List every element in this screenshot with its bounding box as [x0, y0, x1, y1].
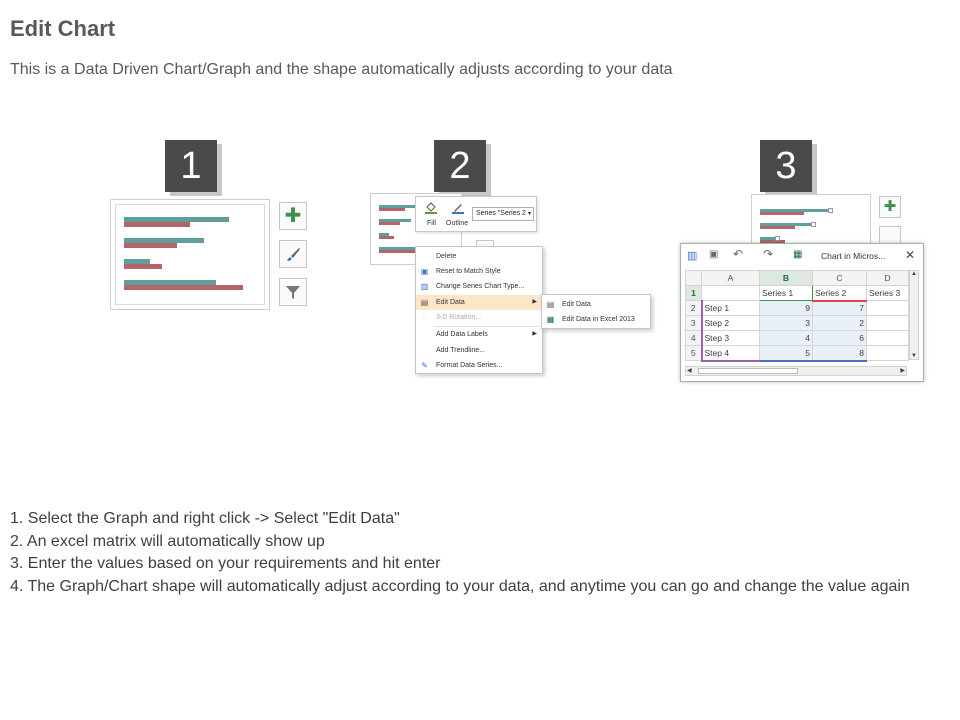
redo-icon[interactable]: ↷	[763, 247, 774, 261]
scroll-down-icon[interactable]: ▼	[911, 353, 917, 359]
instruction-step-4: 4. The Graph/Chart shape will automatically adjust according to your data, and anytime you can go and change the value again	[10, 577, 910, 595]
undo-icon[interactable]: ↶	[733, 247, 744, 261]
series-2-bar	[124, 222, 190, 227]
table-cell[interactable]: 4	[760, 331, 813, 346]
brush-icon	[284, 245, 302, 263]
menu-item-format-data-series[interactable]	[416, 358, 542, 373]
edit-in-excel-icon[interactable]: ▦	[793, 249, 803, 260]
horizontal-scrollbar[interactable]	[685, 366, 907, 376]
menu-item-edit-data[interactable]	[416, 295, 542, 310]
page-subtitle: This is a Data Driven Chart/Graph and the shape automatically adjusts according to your data	[10, 61, 673, 78]
menu-item-label: Edit Data	[436, 299, 465, 306]
submenu-arrow-icon: ▶	[532, 331, 537, 337]
menu-item-change-chart-type[interactable]	[416, 279, 542, 294]
series-select[interactable]	[472, 207, 534, 221]
spreadsheet-grid[interactable]	[685, 270, 909, 362]
fill-label: Fill	[427, 220, 436, 227]
edit-data-icon: ▤	[546, 300, 555, 309]
page-title: Edit Chart	[10, 16, 116, 41]
scroll-left-icon[interactable]: ◀	[687, 368, 692, 374]
menu-item-label: Reset to Match Style	[436, 268, 501, 275]
menu-item-label: Edit Data	[562, 301, 591, 308]
menu-item-label: Delete	[436, 253, 457, 260]
submenu-arrow-icon: ▶	[532, 299, 537, 305]
row-header[interactable]: 4	[686, 331, 702, 346]
sample-chart-1[interactable]	[110, 199, 270, 310]
series-2-bar	[760, 226, 795, 229]
table-row	[686, 331, 909, 346]
chart-filters-button[interactable]	[279, 278, 307, 306]
sample-chart-3[interactable]	[751, 194, 871, 246]
column-header-b[interactable]: B	[760, 271, 813, 286]
menu-item-3d-rotation	[416, 310, 542, 325]
menu-item-delete[interactable]	[416, 249, 542, 264]
menu-item-reset-style[interactable]	[416, 264, 542, 279]
add-chart-element-button[interactable]	[279, 202, 307, 230]
table-cell[interactable]	[867, 316, 909, 331]
table-cell[interactable]: 6	[813, 331, 867, 346]
table-cell[interactable]	[867, 346, 909, 361]
save-icon[interactable]: ▣	[709, 249, 719, 260]
menu-item-label: Format Data Series...	[436, 362, 503, 369]
format-mini-toolbar	[415, 196, 537, 232]
menu-item-label: Add Data Labels	[436, 331, 488, 338]
menu-item-label: Change Series Chart Type...	[436, 283, 525, 290]
outline-button[interactable]	[446, 201, 472, 229]
column-header-a[interactable]: A	[702, 271, 760, 286]
filter-icon	[284, 283, 302, 301]
series-2-bar	[379, 208, 405, 211]
table-cell[interactable]: 7	[813, 301, 867, 316]
scroll-right-icon[interactable]: ▶	[900, 368, 905, 374]
submenu-item-edit-in-excel[interactable]	[542, 312, 650, 327]
row-header[interactable]: 1	[686, 286, 702, 301]
scrollbar-thumb[interactable]	[698, 368, 798, 374]
excel-data-window	[680, 243, 924, 382]
paint-bucket-icon	[424, 201, 438, 215]
column-header-row	[686, 271, 909, 286]
excel-window-title: Chart in Micros...	[821, 251, 886, 261]
instruction-step-1: 1. Select the Graph and right click -> Select "Edit Data"	[10, 510, 400, 527]
menu-item-label: Edit Data in Excel 2013	[562, 316, 635, 323]
table-cell[interactable]	[867, 301, 909, 316]
instruction-step-3: 3. Enter the values based on your requirements and hit enter	[10, 555, 441, 572]
corner-cell[interactable]	[686, 271, 702, 286]
pen-icon	[451, 201, 465, 215]
edit-data-icon: ▤	[420, 298, 429, 307]
edit-data-submenu	[541, 294, 651, 329]
fill-button[interactable]	[422, 201, 442, 229]
series-2-bar	[379, 222, 400, 225]
table-cell[interactable]: 3	[760, 316, 813, 331]
instruction-step-2: 2. An excel matrix will automatically show up	[10, 532, 325, 550]
chart-styles-button-3[interactable]	[879, 226, 901, 244]
add-chart-element-button-3[interactable]	[879, 196, 901, 218]
chevron-down-icon: ▾	[527, 211, 531, 217]
table-cell[interactable]: Step 4	[702, 346, 760, 361]
table-cell[interactable]: Step 3	[702, 331, 760, 346]
row-header[interactable]: 3	[686, 316, 702, 331]
table-cell[interactable]: Series 1	[760, 286, 813, 301]
row-header[interactable]: 5	[686, 346, 702, 361]
table-cell[interactable]	[867, 331, 909, 346]
menu-item-add-trendline[interactable]	[416, 343, 542, 358]
rotation-icon: ◌	[422, 313, 427, 322]
menu-item-add-data-labels[interactable]	[416, 327, 542, 342]
table-row	[686, 301, 909, 316]
excel-icon: ▦	[546, 315, 555, 324]
close-icon[interactable]: ✕	[904, 248, 915, 262]
series-2-bar	[379, 236, 394, 239]
step-badge-1: 1	[165, 140, 217, 192]
chart-styles-button[interactable]	[279, 240, 307, 268]
vertical-scrollbar[interactable]	[909, 270, 919, 360]
selection-handle[interactable]	[775, 236, 780, 241]
step-badge-3: 3	[760, 140, 812, 192]
column-header-c[interactable]: C	[813, 271, 867, 286]
series-2-bar	[124, 243, 177, 248]
series-2-bar	[124, 264, 162, 269]
scroll-up-icon[interactable]: ▲	[911, 271, 917, 277]
series-2-bar	[124, 285, 243, 290]
instructions-list	[10, 508, 940, 598]
table-row	[686, 346, 909, 361]
excel-titlebar	[681, 244, 923, 268]
table-cell[interactable]: Series 2	[813, 286, 867, 301]
table-cell[interactable]: 9	[760, 301, 813, 316]
plus-icon: ✚	[883, 198, 897, 215]
menu-item-label: 3-D Rotation...	[436, 314, 482, 321]
menu-item-label: Add Trendline...	[436, 347, 486, 354]
table-cell[interactable]: 8	[813, 346, 867, 361]
table-cell[interactable]: Step 2	[702, 316, 760, 331]
step-badge-2: 2	[434, 140, 486, 192]
table-cell[interactable]: 2	[813, 316, 867, 331]
format-series-icon: ✎	[421, 361, 428, 370]
chart-type-icon: ▥	[420, 282, 429, 291]
series-select-value: Series "Series 2	[476, 210, 526, 217]
table-row	[686, 316, 909, 331]
chart-icon: ▥	[687, 250, 698, 262]
submenu-item-edit-data[interactable]	[542, 297, 650, 312]
selection-handle[interactable]	[811, 222, 816, 227]
series-2-bar	[760, 212, 804, 215]
table-cell[interactable]: Step 1	[702, 301, 760, 316]
context-menu	[415, 246, 543, 374]
column-header-d[interactable]: D	[867, 271, 909, 286]
selection-handle[interactable]	[828, 208, 833, 213]
table-cell[interactable]: Series 3	[867, 286, 909, 301]
row-header[interactable]: 2	[686, 301, 702, 316]
table-cell[interactable]: 5	[760, 346, 813, 361]
outline-label: Outline	[446, 220, 469, 227]
table-cell[interactable]	[702, 286, 760, 301]
reset-style-icon: ▣	[420, 267, 429, 276]
plus-icon: ✚	[284, 205, 302, 227]
table-row	[686, 286, 909, 301]
